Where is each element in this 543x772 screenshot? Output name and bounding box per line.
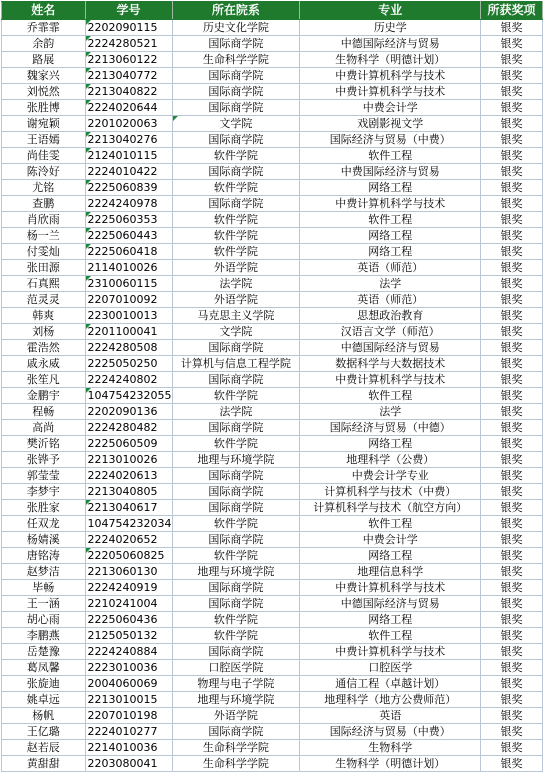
student-id-cell[interactable]: 2224020613: [85, 468, 172, 484]
major-cell[interactable]: 法学: [300, 404, 481, 420]
student-id-cell[interactable]: 2213060122: [85, 52, 172, 68]
major-cell[interactable]: 数据科学与大数据技术: [300, 356, 481, 372]
department-cell[interactable]: 软件学院: [172, 516, 300, 532]
department-cell[interactable]: 国际商学院: [172, 132, 300, 148]
award-cell[interactable]: 银奖: [481, 100, 543, 116]
table-row: [2, 132, 543, 148]
student-name-cell[interactable]: 王亿璐: [2, 724, 86, 740]
table-header: [2, 2, 543, 20]
student-id-cell[interactable]: 2213040617: [85, 500, 172, 516]
student-id-cell[interactable]: 2214010036: [85, 740, 172, 756]
award-cell[interactable]: 银奖: [481, 516, 543, 532]
major-cell[interactable]: 网络工程: [300, 436, 481, 452]
department-cell[interactable]: 国际商学院: [172, 500, 300, 516]
student-name-cell[interactable]: 郭莹莹: [2, 468, 86, 484]
student-name-cell[interactable]: 刘悦然: [2, 84, 86, 100]
major-cell[interactable]: 计算机科学与技术（中费）: [300, 484, 481, 500]
student-id-cell[interactable]: 2224240978: [85, 196, 172, 212]
major-cell[interactable]: 软件工程: [300, 212, 481, 228]
department-cell[interactable]: 软件学院: [172, 612, 300, 628]
header-student-id[interactable]: 学号: [85, 2, 172, 20]
table-row: [2, 84, 543, 100]
award-cell[interactable]: 银奖: [481, 68, 543, 84]
award-cell[interactable]: 银奖: [481, 708, 543, 724]
table-row: [2, 724, 543, 740]
student-name-cell[interactable]: 张旋迪: [2, 676, 86, 692]
major-cell[interactable]: 软件工程: [300, 628, 481, 644]
department-cell[interactable]: 生命科学学院: [172, 52, 300, 68]
student-name-cell[interactable]: 谢宛颖: [2, 116, 86, 132]
student-id-cell[interactable]: 2225060443: [85, 228, 172, 244]
student-name-cell[interactable]: 樊沂铭: [2, 436, 86, 452]
student-name-cell[interactable]: 程畅: [2, 404, 86, 420]
table-row: [2, 628, 543, 644]
student-id-cell[interactable]: 2004060069: [85, 676, 172, 692]
award-cell[interactable]: 银奖: [481, 388, 543, 404]
award-cell[interactable]: 银奖: [481, 260, 543, 276]
award-cell[interactable]: 银奖: [481, 660, 543, 676]
table-row: [2, 164, 543, 180]
table-row: [2, 388, 543, 404]
table-row: [2, 452, 543, 468]
header-department[interactable]: 所在院系: [172, 2, 300, 20]
award-cell[interactable]: 银奖: [481, 52, 543, 68]
major-cell[interactable]: 软件工程: [300, 388, 481, 404]
student-id-cell[interactable]: 2114010026: [85, 260, 172, 276]
student-id-cell[interactable]: 2225060418: [85, 244, 172, 260]
table-row: [2, 148, 543, 164]
major-cell[interactable]: 地理科学（地方公费师范）: [300, 692, 481, 708]
award-cell[interactable]: 银奖: [481, 500, 543, 516]
table-row: [2, 292, 543, 308]
student-id-cell[interactable]: 2223010036: [85, 660, 172, 676]
student-id-cell[interactable]: 2224240802: [85, 372, 172, 388]
student-name-cell[interactable]: 高尚: [2, 420, 86, 436]
table-row: [2, 660, 543, 676]
table-row: [2, 564, 543, 580]
award-cell[interactable]: 银奖: [481, 84, 543, 100]
major-cell[interactable]: 英语（师范）: [300, 260, 481, 276]
student-name-cell[interactable]: 赵若辰: [2, 740, 86, 756]
student-name-cell[interactable]: 杨帆: [2, 708, 86, 724]
student-name-cell[interactable]: 胡心雨: [2, 612, 86, 628]
header-name[interactable]: 姓名: [2, 2, 86, 20]
award-cell[interactable]: 银奖: [481, 740, 543, 756]
major-cell[interactable]: 生物科学（明德计划）: [300, 52, 481, 68]
student-id-cell[interactable]: 2210241004: [85, 596, 172, 612]
student-id-cell[interactable]: 2225060436: [85, 612, 172, 628]
department-cell[interactable]: 软件学院: [172, 388, 300, 404]
table-row: [2, 516, 543, 532]
major-cell[interactable]: 网络工程: [300, 244, 481, 260]
student-name-cell[interactable]: 任双龙: [2, 516, 86, 532]
award-cell[interactable]: 银奖: [481, 548, 543, 564]
major-cell[interactable]: 中费计算机科学与技术: [300, 196, 481, 212]
student-id-cell[interactable]: 2124010115: [85, 148, 172, 164]
award-cell[interactable]: 银奖: [481, 756, 543, 772]
table-row: [2, 436, 543, 452]
department-cell[interactable]: 软件学院: [172, 228, 300, 244]
department-cell[interactable]: 软件学院: [172, 244, 300, 260]
major-cell[interactable]: 计算机科学与技术（航空方向）: [300, 500, 481, 516]
table-row: [2, 20, 543, 36]
award-cell[interactable]: 银奖: [481, 212, 543, 228]
major-cell[interactable]: 中德国际经济与贸易: [300, 36, 481, 52]
department-cell[interactable]: 国际商学院: [172, 68, 300, 84]
student-name-cell[interactable]: 黄甜甜: [2, 756, 86, 772]
student-name-cell[interactable]: 肖欣雨: [2, 212, 86, 228]
student-id-cell[interactable]: 2213010015: [85, 692, 172, 708]
student-id-cell[interactable]: 2213040805: [85, 484, 172, 500]
award-cell[interactable]: 银奖: [481, 116, 543, 132]
major-cell[interactable]: 思想政治教育: [300, 308, 481, 324]
major-cell[interactable]: 生物科学（明德计划）: [300, 756, 481, 772]
student-name-cell[interactable]: 李梦宇: [2, 484, 86, 500]
table-row: [2, 756, 543, 772]
major-cell[interactable]: 法学: [300, 276, 481, 292]
student-name-cell[interactable]: 赵梦洁: [2, 564, 86, 580]
student-name-cell[interactable]: 王语嫣: [2, 132, 86, 148]
award-cell[interactable]: 银奖: [481, 484, 543, 500]
department-cell[interactable]: 国际商学院: [172, 100, 300, 116]
department-cell[interactable]: 国际商学院: [172, 532, 300, 548]
student-name-cell[interactable]: 张胜博: [2, 100, 86, 116]
award-cell[interactable]: 银奖: [481, 228, 543, 244]
department-cell[interactable]: 国际商学院: [172, 420, 300, 436]
student-name-cell[interactable]: 余韵: [2, 36, 86, 52]
department-cell[interactable]: 法学院: [172, 404, 300, 420]
table-row: [2, 372, 543, 388]
table-row: [2, 100, 543, 116]
table-row: [2, 116, 543, 132]
table-row: [2, 596, 543, 612]
student-id-cell[interactable]: 2207010198: [85, 708, 172, 724]
student-id-cell[interactable]: 2201100041: [85, 324, 172, 340]
student-id-cell[interactable]: 2202090115: [85, 20, 172, 36]
table-row: [2, 500, 543, 516]
student-id-cell[interactable]: 2203080041: [85, 756, 172, 772]
student-id-cell[interactable]: 22205060825: [85, 548, 172, 564]
major-cell[interactable]: 国际经济与贸易（中德）: [300, 420, 481, 436]
table-row: [2, 484, 543, 500]
student-name-cell[interactable]: 范灵灵: [2, 292, 86, 308]
major-cell[interactable]: 中费计算机科学与技术: [300, 644, 481, 660]
major-cell[interactable]: 中德国际经济与贸易: [300, 596, 481, 612]
major-cell[interactable]: 中费计算机科学与技术: [300, 372, 481, 388]
student-id-cell[interactable]: 2224280508: [85, 340, 172, 356]
table-row: [2, 692, 543, 708]
department-cell[interactable]: 软件学院: [172, 628, 300, 644]
award-cell[interactable]: 银奖: [481, 36, 543, 52]
header-row: [2, 2, 543, 20]
major-cell[interactable]: 网络工程: [300, 548, 481, 564]
student-id-cell[interactable]: 2224010422: [85, 164, 172, 180]
table-row: [2, 36, 543, 52]
student-id-cell[interactable]: 2213010026: [85, 452, 172, 468]
department-cell[interactable]: 国际商学院: [172, 84, 300, 100]
table-row: [2, 340, 543, 356]
major-cell[interactable]: 中费计算机科学与技术: [300, 68, 481, 84]
award-cell[interactable]: 银奖: [481, 372, 543, 388]
student-name-cell[interactable]: 张田源: [2, 260, 86, 276]
student-id-cell[interactable]: 2224010277: [85, 724, 172, 740]
department-cell[interactable]: 外语学院: [172, 260, 300, 276]
student-id-cell[interactable]: 2202090136: [85, 404, 172, 420]
department-cell[interactable]: 外语学院: [172, 292, 300, 308]
student-name-cell[interactable]: 尤铭: [2, 180, 86, 196]
student-name-cell[interactable]: 葛凤馨: [2, 660, 86, 676]
student-name-cell[interactable]: 唐铭涛: [2, 548, 86, 564]
student-name-cell[interactable]: 杨一兰: [2, 228, 86, 244]
student-id-cell[interactable]: 2224020644: [85, 100, 172, 116]
department-cell[interactable]: 文学院: [172, 324, 300, 340]
student-name-cell[interactable]: 张铧予: [2, 452, 86, 468]
student-name-cell[interactable]: 乔霏霏: [2, 20, 86, 36]
department-cell[interactable]: 国际商学院: [172, 36, 300, 52]
table-row: [2, 708, 543, 724]
department-cell[interactable]: 国际商学院: [172, 372, 300, 388]
award-cell[interactable]: 银奖: [481, 404, 543, 420]
table-row: [2, 52, 543, 68]
major-cell[interactable]: 中费计算机科学与技术: [300, 580, 481, 596]
department-cell[interactable]: 国际商学院: [172, 164, 300, 180]
student-name-cell[interactable]: 岳楚豫: [2, 644, 86, 660]
student-id-cell[interactable]: 104754232034: [85, 516, 172, 532]
award-cell[interactable]: 银奖: [481, 420, 543, 436]
table-row: [2, 68, 543, 84]
award-cell[interactable]: 银奖: [481, 724, 543, 740]
award-cell[interactable]: 银奖: [481, 20, 543, 36]
student-id-cell[interactable]: 2224280521: [85, 36, 172, 52]
award-cell[interactable]: 银奖: [481, 356, 543, 372]
student-id-cell[interactable]: 2225060509: [85, 436, 172, 452]
student-id-cell[interactable]: 2207010092: [85, 292, 172, 308]
student-id-cell[interactable]: 2310060115: [85, 276, 172, 292]
table-row: [2, 468, 543, 484]
department-cell[interactable]: 软件学院: [172, 180, 300, 196]
student-id-cell[interactable]: 2125050132: [85, 628, 172, 644]
department-cell[interactable]: 口腔医学院: [172, 660, 300, 676]
table-row: [2, 244, 543, 260]
student-name-cell[interactable]: 戚永威: [2, 356, 86, 372]
department-cell[interactable]: 地理与环境学院: [172, 564, 300, 580]
table-row: [2, 324, 543, 340]
department-cell[interactable]: 文学院: [172, 116, 300, 132]
table-row: [2, 532, 543, 548]
table-row: [2, 260, 543, 276]
major-cell[interactable]: 生物科学: [300, 740, 481, 756]
table-row: [2, 196, 543, 212]
major-cell[interactable]: 中费计算机科学与技术: [300, 84, 481, 100]
student-id-cell[interactable]: 2230010013: [85, 308, 172, 324]
department-cell[interactable]: 国际商学院: [172, 644, 300, 660]
department-cell[interactable]: 马克思主义学院: [172, 308, 300, 324]
department-cell[interactable]: 国际商学院: [172, 196, 300, 212]
student-name-cell[interactable]: 魏家兴: [2, 68, 86, 84]
table-row: [2, 228, 543, 244]
department-cell[interactable]: 地理与环境学院: [172, 692, 300, 708]
student-name-cell[interactable]: 张笙凡: [2, 372, 86, 388]
student-name-cell[interactable]: 尚佳雯: [2, 148, 86, 164]
award-cell[interactable]: 银奖: [481, 324, 543, 340]
table-row: [2, 612, 543, 628]
student-name-cell[interactable]: 路展: [2, 52, 86, 68]
table-row: [2, 180, 543, 196]
student-name-cell[interactable]: 金鹏宇: [2, 388, 86, 404]
student-name-cell[interactable]: 霍浩然: [2, 340, 86, 356]
department-cell[interactable]: 计算机与信息工程学院: [172, 356, 300, 372]
award-cell[interactable]: 银奖: [481, 148, 543, 164]
department-cell[interactable]: 国际商学院: [172, 724, 300, 740]
department-cell[interactable]: 物理与电子学院: [172, 676, 300, 692]
major-cell[interactable]: 中费会计学专业: [300, 468, 481, 484]
major-cell[interactable]: 国际经济与贸易（中费）: [300, 724, 481, 740]
table-row: [2, 420, 543, 436]
table-row: [2, 356, 543, 372]
student-id-cell[interactable]: 2213060130: [85, 564, 172, 580]
student-id-cell[interactable]: 2213040276: [85, 132, 172, 148]
student-id-cell[interactable]: 2224240919: [85, 580, 172, 596]
table-row: [2, 740, 543, 756]
student-name-cell[interactable]: 查鹏: [2, 196, 86, 212]
student-id-cell[interactable]: 2201020063: [85, 116, 172, 132]
department-cell[interactable]: 国际商学院: [172, 580, 300, 596]
major-cell[interactable]: 中费会计学: [300, 100, 481, 116]
major-cell[interactable]: 软件工程: [300, 148, 481, 164]
award-cell[interactable]: 银奖: [481, 532, 543, 548]
award-cell[interactable]: 银奖: [481, 644, 543, 660]
table-row: [2, 548, 543, 564]
major-cell[interactable]: 汉语言文学（师范）: [300, 324, 481, 340]
award-cell[interactable]: 银奖: [481, 436, 543, 452]
award-cell[interactable]: 银奖: [481, 580, 543, 596]
department-cell[interactable]: 法学院: [172, 276, 300, 292]
table-row: [2, 644, 543, 660]
department-cell[interactable]: 软件学院: [172, 212, 300, 228]
award-cell[interactable]: 银奖: [481, 692, 543, 708]
header-major[interactable]: 专业: [300, 2, 481, 20]
student-id-cell[interactable]: 2213040772: [85, 68, 172, 84]
major-cell[interactable]: 中费会计学: [300, 532, 481, 548]
department-cell[interactable]: 软件学院: [172, 148, 300, 164]
award-cell[interactable]: 银奖: [481, 676, 543, 692]
student-name-cell[interactable]: 张胜家: [2, 500, 86, 516]
student-name-cell[interactable]: 姚卓远: [2, 692, 86, 708]
major-cell[interactable]: 通信工程（卓越计划）: [300, 676, 481, 692]
major-cell[interactable]: 网络工程: [300, 612, 481, 628]
award-cell[interactable]: 银奖: [481, 628, 543, 644]
award-cell[interactable]: 银奖: [481, 164, 543, 180]
table-row: [2, 308, 543, 324]
student-name-cell[interactable]: 陈泠好: [2, 164, 86, 180]
student-name-cell[interactable]: 刘杨: [2, 324, 86, 340]
major-cell[interactable]: 英语（师范）: [300, 292, 481, 308]
award-cell[interactable]: 银奖: [481, 596, 543, 612]
major-cell[interactable]: 软件工程: [300, 516, 481, 532]
major-cell[interactable]: 网络工程: [300, 228, 481, 244]
student-id-cell[interactable]: 2224020652: [85, 532, 172, 548]
awards-table: [1, 1, 543, 772]
department-cell[interactable]: 国际商学院: [172, 468, 300, 484]
major-cell[interactable]: 戏剧影视文学: [300, 116, 481, 132]
table-row: [2, 676, 543, 692]
student-name-cell[interactable]: 韩爽: [2, 308, 86, 324]
department-cell[interactable]: 地理与环境学院: [172, 452, 300, 468]
award-cell[interactable]: 银奖: [481, 468, 543, 484]
major-cell[interactable]: 英语: [300, 708, 481, 724]
award-cell[interactable]: 银奖: [481, 564, 543, 580]
header-award[interactable]: 所获奖项: [481, 2, 543, 20]
major-cell[interactable]: 地理信息科学: [300, 564, 481, 580]
student-id-cell[interactable]: 2213040822: [85, 84, 172, 100]
student-id-cell[interactable]: 2225050250: [85, 356, 172, 372]
student-id-cell[interactable]: 2224240884: [85, 644, 172, 660]
student-id-cell[interactable]: 2225060353: [85, 212, 172, 228]
award-cell[interactable]: 银奖: [481, 276, 543, 292]
department-cell[interactable]: 生命科学学院: [172, 740, 300, 756]
department-cell[interactable]: 历史文化学院: [172, 20, 300, 36]
award-cell[interactable]: 银奖: [481, 612, 543, 628]
student-name-cell[interactable]: 付雯灿: [2, 244, 86, 260]
major-cell[interactable]: 中费国际经济与贸易: [300, 164, 481, 180]
major-cell[interactable]: 口腔医学: [300, 660, 481, 676]
award-cell[interactable]: 银奖: [481, 292, 543, 308]
student-id-cell[interactable]: 104754232055: [85, 388, 172, 404]
table-body: [2, 20, 543, 772]
major-cell[interactable]: 地理科学（公费）: [300, 452, 481, 468]
table-row: [2, 580, 543, 596]
award-cell[interactable]: 银奖: [481, 132, 543, 148]
award-cell[interactable]: 银奖: [481, 196, 543, 212]
award-cell[interactable]: 银奖: [481, 452, 543, 468]
department-cell[interactable]: 软件学院: [172, 436, 300, 452]
major-cell[interactable]: 历史学: [300, 20, 481, 36]
award-cell[interactable]: 银奖: [481, 180, 543, 196]
major-cell[interactable]: 中德国际经济与贸易: [300, 340, 481, 356]
department-cell[interactable]: 国际商学院: [172, 340, 300, 356]
major-cell[interactable]: 网络工程: [300, 180, 481, 196]
department-cell[interactable]: 生命科学学院: [172, 756, 300, 772]
student-name-cell[interactable]: 毕畅: [2, 580, 86, 596]
student-name-cell[interactable]: 李鹏燕: [2, 628, 86, 644]
award-cell[interactable]: 银奖: [481, 308, 543, 324]
student-id-cell[interactable]: 2224280482: [85, 420, 172, 436]
department-cell[interactable]: 国际商学院: [172, 596, 300, 612]
department-cell[interactable]: 国际商学院: [172, 484, 300, 500]
student-name-cell[interactable]: 石真熙: [2, 276, 86, 292]
student-name-cell[interactable]: 王一涵: [2, 596, 86, 612]
table-row: [2, 404, 543, 420]
award-cell[interactable]: 银奖: [481, 244, 543, 260]
table-row: [2, 276, 543, 292]
department-cell[interactable]: 外语学院: [172, 708, 300, 724]
department-cell[interactable]: 软件学院: [172, 548, 300, 564]
award-cell[interactable]: 银奖: [481, 340, 543, 356]
student-id-cell[interactable]: 2225060839: [85, 180, 172, 196]
major-cell[interactable]: 国际经济与贸易（中费）: [300, 132, 481, 148]
student-name-cell[interactable]: 杨婧溪: [2, 532, 86, 548]
table-row: [2, 212, 543, 228]
